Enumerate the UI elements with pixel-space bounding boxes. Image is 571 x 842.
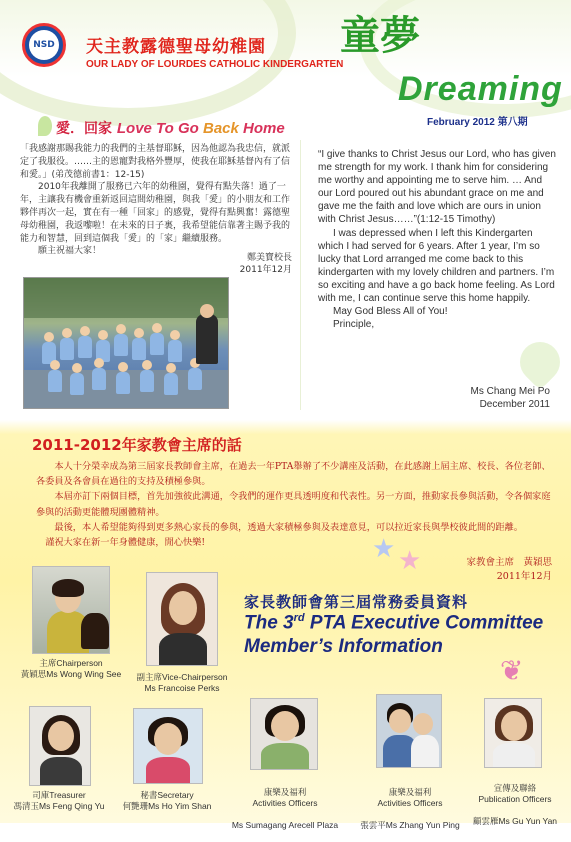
signature-date: 2011年12月 — [496, 571, 552, 582]
paragraph: 願主祝福大家！ — [38, 246, 102, 257]
signature-en — [400, 385, 550, 411]
principal-message-zh — [20, 143, 290, 258]
chairperson-signature — [432, 556, 552, 584]
class-photo — [23, 277, 229, 409]
signature-name: Ms Chang Mei Po — [470, 386, 550, 397]
issue-label: February 2012 第八期 — [427, 117, 528, 128]
school-logo-icon — [22, 23, 66, 67]
chairperson-message-title: 2011-2012年家教會主席的話 — [32, 436, 242, 454]
member-photo — [32, 566, 110, 654]
paragraph: May God Bless All of You! — [333, 306, 448, 318]
pta-title-zh: 家長教師會第三屆常務委員資料 — [244, 593, 469, 611]
magazine-title-en: Dreaming — [398, 70, 563, 108]
pta-title-en-line1: The 3rd PTA Executive Committee — [244, 612, 544, 634]
paragraph: I was depressed when I left this Kindergarten which I had served for 6 years. After 1 year, I’m so lucky that Lord arranged me come back to this kindergarten with my lovely children and partners. I’m so exciting and have a go back home feeling. As Lord with me, I can continue serve this home happily. — [318, 227, 555, 305]
member-caption: 康樂及福利 Activities Officers Ms Sumagang Arecell Plaza — [231, 787, 339, 830]
column-divider — [300, 140, 301, 410]
member-photo — [29, 706, 91, 786]
logo-text: NSD — [29, 30, 59, 60]
section-fade — [0, 420, 571, 434]
star-icon: ★ — [372, 534, 396, 564]
magazine-title-zh: 童夢 — [340, 13, 420, 59]
member-caption: 司庫Treasurer 馮清玉Ms Feng Qing Yu — [13, 790, 105, 811]
paragraph: “I give thanks to Christ Jesus our Lord, who has given me strength for my work. I thank him for considering me worthy and appointing me to serve him. … And our Lord poured out his abundant grace on me and gave me the faith and love which are ours in union with Christ Jesus……”(1:12-15 Timothy) — [318, 149, 556, 226]
section1-title — [56, 118, 285, 138]
member-photo — [250, 698, 318, 770]
section1-title-en: Love To Go Back Home — [116, 120, 285, 137]
star-icon: ★ — [398, 546, 422, 576]
member-photo — [146, 572, 218, 666]
paragraph: 2010年我離開了服務已六年的幼稚園，覺得有點失落！過了一年，主讓我有機會重新返回這間幼稚園，與我「愛」的小朋友和工作夥伴再次一起，實在有一種「回家」的感覺，覺得有點興奮！露德聖母幼稚園，我返嚟啦！在未來的日子裏，我希望能信靠著主賜予我的能力和智慧，回到這個我「愛」的「家」繼續服務。 — [20, 182, 291, 244]
paragraph: 本屆亦訂下兩個目標，首先加強彼此溝通，令我們的運作更具透明度和代表性。另一方面，推動家長參與活動，令各個家庭參與的活動更能體現團體精神。 — [36, 491, 551, 518]
paragraph: 本人十分榮幸成為第三屆家長教師會主席，在過去一年PTA舉辦了不少講座及活動，在此感謝上屆主席、校長、各位老師、各委員及各會員在過往的支持及積極參與。 — [36, 461, 551, 488]
section1-title-zh: 愛．回家 — [56, 121, 112, 137]
chairperson-message — [36, 459, 556, 550]
leaf-bullet-icon — [38, 116, 52, 136]
school-name-en: OUR LADY OF LOURDES CATHOLIC KINDERGARTEN — [86, 59, 344, 70]
pta-title-en-line2: Member’s Information — [244, 636, 443, 657]
paragraph: 最後，本人希望能夠得到更多熱心家長的參與，透過大家積極參與及表達意見，可以拉近家長與學校彼此間的距離。 — [54, 521, 523, 533]
signature-date: December 2011 — [479, 399, 550, 410]
member-caption: 康樂及福利 Activities Officers 張雲平Ms Zhang Yun Ping — [360, 787, 460, 830]
member-photo — [484, 698, 542, 768]
signature-zh — [212, 252, 292, 276]
member-caption: 主席Chairperson 黃穎思Ms Wong Wing See — [20, 658, 122, 679]
member-caption: 宣傳及聯絡 Publication Officers 顧雲雁Ms Gu Yun Yan — [472, 783, 558, 826]
signature-name: 家教會主席 黃穎思 — [466, 557, 552, 568]
member-caption: 秘書Secretary 何艷珊Ms Ho Yim Shan — [122, 790, 212, 811]
heart-decoration-icon — [512, 334, 569, 391]
principal-message-en — [318, 148, 556, 331]
paragraph: 謹祝大家在新一年身體健康，閒心快樂! — [45, 537, 206, 549]
school-name-zh: 天主教露德聖母幼稚園 — [86, 37, 266, 57]
member-photo — [133, 708, 203, 784]
signature-date: 2011年12月 — [239, 265, 292, 275]
butterfly-icon: ❦ — [500, 654, 524, 687]
paragraph: Principle, — [333, 319, 375, 331]
paragraph: 「我感謝那賜我能力的我們的主基督耶穌，因為他認為我忠信，就派定了我服役。……主的恩寵對我格外豐厚，使我在耶穌基督內有了信和愛。」(弟茂德前書1：12-15) — [20, 144, 291, 180]
signature-name: 鄭美寶校長 — [246, 253, 292, 263]
member-photo — [376, 694, 442, 768]
member-caption: 副主席Vice-Chairperson Ms Francoise Perks — [136, 672, 228, 693]
